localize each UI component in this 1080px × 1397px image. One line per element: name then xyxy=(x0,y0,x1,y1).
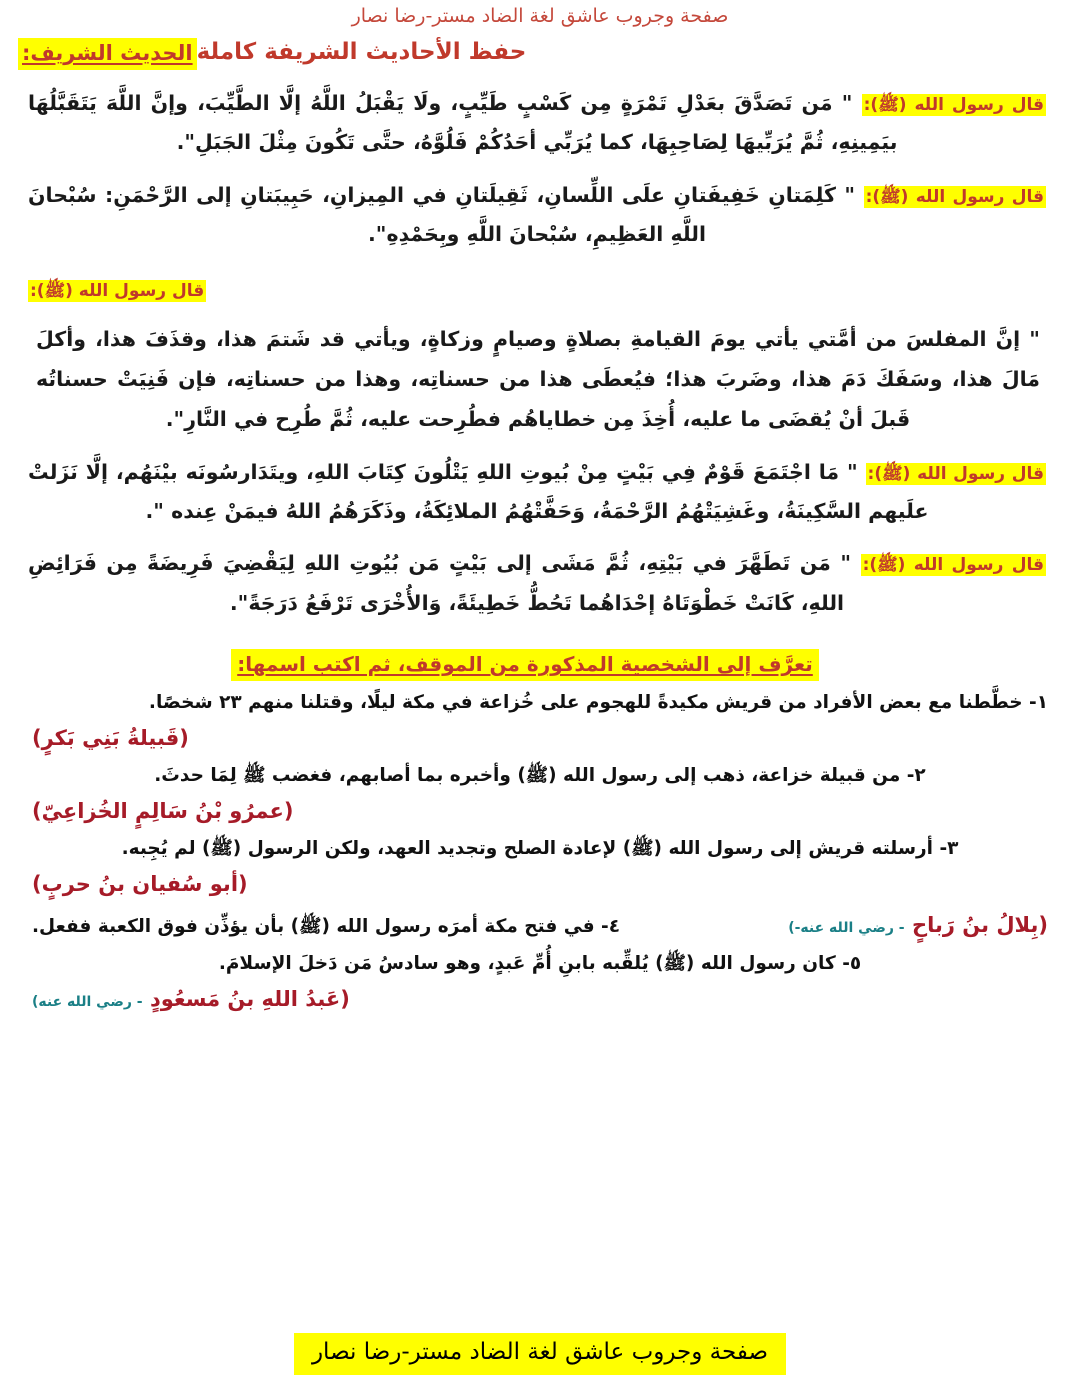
hadith-text: " مَن تَطَهَّرَ في بَيْتِهِ، ثُمَّ مَشَى إلى بَيْتٍ مَن بُيُوتِ اللهِ لِيَقْضِيَ فَرِيضَةً مِن فَرَائِضِ اللهِ، كَانَتْ خَطْوَتَاهُ إحْدَاهُما تَحُطُّ خَطِيئَةً، وَالأُخْرَى تَرْفَعُ دَرَجَةً". xyxy=(28,551,852,615)
page-title: حفظ الأحاديث الشريفة كاملة xyxy=(196,38,527,65)
subsection-title: تعرَّف إلى الشخصية المذكورة من الموقف، ثم اكتب اسمها: xyxy=(231,649,819,681)
answer-honorific: - رضي الله عنه) xyxy=(32,993,143,1010)
answer-name: (عَبدُ اللهِ بنُ مَسعُودٍ xyxy=(149,986,350,1011)
hadith-speaker-label: قال رسول الله (ﷺ): xyxy=(863,95,1044,116)
answer-text: (عمرُو بْنُ سَالِمٍ الخُزاعِيّ) xyxy=(32,798,294,823)
question-text: ٢- من قبيلة خزاعة، ذهب إلى رسول الله (ﷺ) وأخبره بما أصابهم، فغضب ﷺ لِمَا حدثَ. xyxy=(154,765,926,787)
title-row xyxy=(18,38,1062,70)
question-text: ١- خطَّطنا مع بعض الأفراد من قريش مكيدةً للهجوم على خُزاعة في مكة ليلًا، وقتلنا منهم ٢٣ شخصًا. xyxy=(148,692,1048,714)
answer-honorific: - رضي الله عنه-) xyxy=(788,920,905,936)
question-answer-pair xyxy=(18,833,1062,900)
question-answer-pair xyxy=(18,948,1062,1015)
question-text: ٥- كان رسول الله (ﷺ) يُلقِّبه بابنِ أُمِّ عَبدٍ، وهو سادسُ مَن دَخلَ الإسلامَ. xyxy=(218,953,862,975)
hadith-speaker-label: قال رسول الله (ﷺ): xyxy=(862,555,1044,576)
question-text: ٣- أرسلته قريش إلى رسول الله (ﷺ) لإعادة الصلح وتجديد العهد، ولكن الرسول (ﷺ) لم يُجِبه. xyxy=(121,838,959,860)
hadith-text: " مَا اجْتَمَعَ قَوْمٌ فِي بَيْتٍ مِنْ بُيوتِ اللهِ يَتْلُونَ كِتَابَ اللهِ، ويتَدَارسُونَه بيْنَهُم، إلَّا نَزَلتْ علَيهم السَّكِينَةُ، وغَشِيَتْهُمُ الرَّحْمَةُ، وَحَفَّتْهُمُ الملائِكَةُ، وذَكَرَهُمُ اللهُ فيمَنْ عِنده ". xyxy=(28,459,929,524)
top-watermark: صفحة وجروب عاشق لغة الضاد مستر-رضا نصار xyxy=(351,5,729,27)
hadith-item xyxy=(18,270,1062,309)
hadith-speaker-label: قال رسول الله (ﷺ): xyxy=(867,463,1044,484)
hadith-speaker-label: قال رسول الله (ﷺ): xyxy=(30,281,205,302)
question-answer-pair xyxy=(18,910,1062,942)
footer-banner-wrap xyxy=(0,1333,1080,1375)
hadith-text: " إنَّ المفلسَ من أمَّتي يأتي يومَ القيامةِ بصلاةٍ وصيامٍ وزكاةٍ، ويأتي قد شَتمَ هذا، وقذَفَ هذا، وأكلَ مَالَ هذا، وسَفَكَ دَمَ هذا، وضَربَ هذا؛ فيُعطَى هذا من حسناتِه، وهذا من حسناتِه، فإن فَنِيَتْ حسناتُه قَبلَ أنْ يُقضَى ما عليه، أُخِذَ مِن خطاياهُم فطُرِحت عليه، ثُمَّ طُرِح في النَّارِ". xyxy=(36,326,1040,431)
subsection-heading-wrap xyxy=(18,649,1062,681)
hadith-item xyxy=(18,453,1062,532)
answer-text: (أبو سُفيان بنُ حربٍ) xyxy=(32,871,248,896)
answer-text xyxy=(18,984,1062,1016)
hadith-text: " كَلِمَتانِ خَفِيفَتانِ علَى اللِّسانِ، ثَقِيلَتانِ في المِيزانِ، حَبِيبَتانِ إلى الرَّحْمَنِ: سُبْحانَ اللَّهِ العَظِيمِ، سُبْحانَ اللَّهِ وبِحَمْدِهِ". xyxy=(28,182,856,247)
hadith-item xyxy=(18,84,1062,163)
question-answer-pair xyxy=(18,687,1062,754)
hadith-speaker-label: قال رسول الله (ﷺ): xyxy=(865,186,1044,207)
answer-text: (قَبيلةُ بَنِي بَكرٍ) xyxy=(32,725,189,750)
question-text: ٤- في فتح مكة أمرَه رسول الله (ﷺ) بأن يؤذِّن فوق الكعبة ففعل. xyxy=(32,916,620,937)
answer-name: (بِلالُ بنُ رَباحٍ xyxy=(911,913,1048,937)
footer-banner: صفحة وجروب عاشق لغة الضاد مستر-رضا نصار xyxy=(294,1333,786,1375)
hadith-item xyxy=(18,176,1062,255)
hadith-item xyxy=(18,544,1062,623)
question-answer-pair xyxy=(18,760,1062,827)
hadith-text: " مَن تَصَدَّقَ بعَدْلِ تَمْرَةٍ مِن كَسْبٍ طَيِّبٍ، ولَا يَقْبَلُ اللَّهُ إلَّا الطَّيِّبَ، وإنَّ اللَّهَ يَتَقَبَّلُهَا بيَمِينِهِ، ثُمَّ يُرَبِّيهَا لِصَاحِبِهَا، كما يُرَبِّي أحَدُكُمْ فَلُوَّهُ، حتَّى تَكُونَ مِثْلَ الجَبَلِ". xyxy=(28,91,898,155)
answer-text xyxy=(788,910,1048,942)
section-title-hadith: الحديث الشريف: xyxy=(18,38,197,70)
